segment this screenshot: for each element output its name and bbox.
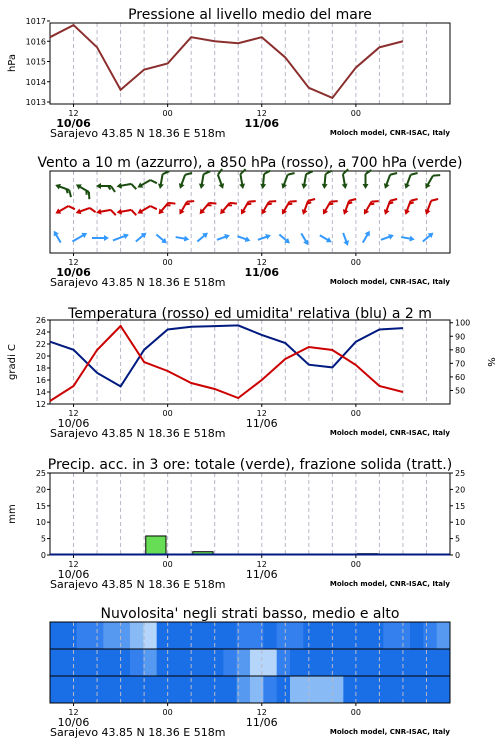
wind-700-barb-head xyxy=(54,182,61,189)
wind-850-barb-head xyxy=(136,208,143,216)
wind-700-barb xyxy=(136,175,157,192)
cloud-cell xyxy=(50,649,64,676)
wind-700-barb-head xyxy=(321,184,327,190)
temp-y-tick-label: 20 xyxy=(35,352,46,361)
cloud-cell xyxy=(263,649,277,676)
wind-700-barb-head xyxy=(280,183,287,190)
precip-y-tick-label: 25 xyxy=(35,469,46,478)
wind-10m-arrow xyxy=(216,232,231,242)
wind-x-tick-label: 12 xyxy=(68,258,79,267)
cloud-cell xyxy=(50,676,64,703)
hum-y-tick-label: 100 xyxy=(455,318,471,328)
hum-y-tick-label: 60 xyxy=(455,372,466,382)
temp-y-tick-label: 12 xyxy=(35,400,46,409)
cloud-cell xyxy=(77,622,91,649)
wind-850-barb-flag xyxy=(431,197,438,203)
wind-700-barb-head xyxy=(363,184,369,189)
wind-title: Vento a 10 m (azzurro), a 850 hPa (rosso), a 700 hPa (verde) xyxy=(37,155,463,171)
wind-850-barb xyxy=(341,196,356,217)
cloud-cell xyxy=(370,622,384,649)
cloud-cell xyxy=(317,676,331,703)
wind-700-barb xyxy=(339,169,351,189)
temperature-humidity-panel xyxy=(7,306,496,440)
cloud-cell xyxy=(370,649,384,676)
cloud-cell xyxy=(410,649,424,676)
wind-850-barb-head xyxy=(300,209,307,216)
wind-700-barb-head xyxy=(198,184,205,190)
precip-y-tick-label: 15 xyxy=(35,501,46,511)
cloud-cell xyxy=(63,622,77,649)
cloud-cell xyxy=(157,649,171,676)
wind-850-barb xyxy=(96,206,116,218)
pressure-x-tick-label: 00 xyxy=(162,109,173,118)
wind-10m-arrow-head xyxy=(224,232,231,239)
cloud-x-tick-label: 12 xyxy=(256,708,267,717)
wind-700-barb-flag xyxy=(433,172,440,178)
precip-x-tick-label: 12 xyxy=(256,560,267,569)
cloud-cell xyxy=(210,622,224,649)
cloud-station-label: Sarajevo 43.85 N 18.36 E 518m xyxy=(50,726,226,739)
wind-850-barb xyxy=(300,196,315,217)
precip-y-tick-label: 0 xyxy=(40,551,46,560)
cloud-cell xyxy=(157,676,171,703)
wind-700-barb-head xyxy=(157,184,164,190)
wind-850-barb-head xyxy=(75,208,82,215)
wind-10m-arrow-head xyxy=(409,236,415,243)
wind-10m-arrow-head xyxy=(81,230,88,238)
cloud-cell xyxy=(397,622,411,649)
pressure-date-label: 10/06 xyxy=(56,117,91,130)
wind-850-barb-flag xyxy=(111,209,116,216)
wind-10m-arrow xyxy=(51,229,63,244)
wind-10m-arrow-head xyxy=(388,232,395,239)
pressure-panel xyxy=(7,7,450,140)
cloud-cell xyxy=(303,676,317,703)
cloud-cell xyxy=(277,676,291,703)
precip-y-tick-label-right: 5 xyxy=(455,534,461,544)
temp-y-axis-label: gradi C xyxy=(7,344,18,380)
hum-y-tick-label: 80 xyxy=(455,345,466,355)
cloud-cell xyxy=(170,649,184,676)
temp-hum-x-tick-label: 12 xyxy=(68,409,79,418)
cloud-cell xyxy=(303,622,317,649)
wind-850-barb-head xyxy=(116,209,122,216)
wind-850-barb-head xyxy=(279,209,287,216)
cloud-cell xyxy=(63,649,77,676)
wind-700-barb-head xyxy=(301,184,308,190)
cloud-cell xyxy=(263,622,277,649)
wind-700-barb-head xyxy=(218,183,225,190)
cloud-cell xyxy=(77,649,91,676)
wind-700-barb xyxy=(301,170,313,190)
cloud-cell xyxy=(210,649,224,676)
cloud-cell xyxy=(343,622,357,649)
temperature-series-line xyxy=(50,326,403,401)
wind-10m-arrow xyxy=(195,230,209,243)
pressure-title: Pressione al livello medio del mare xyxy=(128,7,372,23)
wind-850-barb xyxy=(136,201,157,218)
cloud-cell xyxy=(437,676,451,703)
cloud-cell xyxy=(223,622,237,649)
precip-y-tick-label-right: 25 xyxy=(455,469,466,478)
temp-y-tick-label: 16 xyxy=(35,376,46,385)
wind-10m-arrow-head xyxy=(343,240,350,247)
cloud-cell xyxy=(117,649,131,676)
wind-850-barb-flag xyxy=(390,197,397,203)
wind-10m-arrow-head xyxy=(303,239,311,246)
cloud-cell xyxy=(197,622,211,649)
temp-y-tick-label: 14 xyxy=(35,388,46,397)
wind-700-barb-head xyxy=(136,182,143,190)
cloud-cell xyxy=(357,676,371,703)
wind-850-barb-head xyxy=(238,209,246,216)
wind-700-barb xyxy=(321,170,332,190)
precip-date-label: 10/06 xyxy=(57,568,90,581)
wind-10m-arrow xyxy=(360,229,372,244)
wind-10m-arrow-shaft xyxy=(113,236,126,241)
cloud-cell xyxy=(397,676,411,703)
cloud-cell xyxy=(103,649,117,676)
cloud-cell xyxy=(277,622,291,649)
pressure-y-tick-label: 1016 xyxy=(25,37,46,47)
cloud-cell xyxy=(423,676,437,703)
cloud-x-tick-label: 00 xyxy=(350,708,361,717)
cloud-model-credit: Moloch model, CNR-ISAC, Italy xyxy=(329,728,450,736)
cloud-cell xyxy=(223,649,237,676)
temp-hum-station-label: Sarajevo 43.85 N 18.36 E 518m xyxy=(50,427,226,440)
cloud-cell xyxy=(383,622,397,649)
wind-700-barb-flag xyxy=(390,171,397,177)
wind-10m-arrow xyxy=(175,234,190,242)
wind-700-barb xyxy=(363,170,372,189)
wind-700-barb xyxy=(403,170,418,191)
wind-x-tick-label: 00 xyxy=(350,258,361,267)
temp-hum-x-tick-label: 00 xyxy=(162,409,173,418)
wind-x-tick-label: 12 xyxy=(256,258,267,267)
wind-850-barb xyxy=(403,196,418,217)
precip-x-tick-label: 12 xyxy=(68,560,79,569)
cloud-title: Nuvolosita' negli strati basso, medio e alto xyxy=(100,606,400,622)
wind-850-barb-head xyxy=(96,209,102,216)
wind-700-barb xyxy=(198,170,210,190)
wind-850-barb xyxy=(320,197,337,218)
cloud-cell xyxy=(383,676,397,703)
wind-850-barb xyxy=(197,198,216,218)
wind-700-barb-head xyxy=(403,183,410,190)
wind-850-barb-head xyxy=(177,209,185,216)
temp-y-tick-label: 18 xyxy=(35,364,46,373)
wind-850-barb xyxy=(238,197,255,218)
wind-700-barb-flag xyxy=(111,186,115,192)
cloud-cell xyxy=(343,649,357,676)
precip-station-label: Sarajevo 43.85 N 18.36 E 518m xyxy=(50,578,226,591)
cloud-cell xyxy=(277,649,291,676)
cloud-cell xyxy=(117,676,131,703)
cloud-cell xyxy=(130,622,144,649)
temp-hum-x-tick-label: 00 xyxy=(350,409,361,418)
wind-10m-arrow xyxy=(277,232,291,245)
pressure-date-label: 11/06 xyxy=(244,117,280,130)
cloud-cell xyxy=(183,649,197,676)
cloud-cell xyxy=(183,676,197,703)
cloud-cell xyxy=(370,676,384,703)
wind-850-barb-head xyxy=(54,208,61,216)
pressure-frame xyxy=(50,23,450,104)
wind-850-barb-head xyxy=(320,209,328,216)
cloud-cell xyxy=(170,676,184,703)
temp-hum-x-tick-label: 12 xyxy=(256,409,267,418)
wind-700-barb xyxy=(73,182,94,199)
precip-y-axis-label: mm xyxy=(7,504,18,524)
wind-850-barb xyxy=(116,206,136,218)
wind-700-barb-head xyxy=(342,184,349,190)
wind-10m-arrow xyxy=(340,232,350,247)
hum-y-tick-label: 90 xyxy=(455,332,466,342)
wind-700-barb xyxy=(280,170,295,191)
wind-850-barb xyxy=(361,197,378,218)
hum-y-axis-label: % xyxy=(485,357,496,367)
cloud-cell xyxy=(423,622,437,649)
pressure-station-label: Sarajevo 43.85 N 18.36 E 518m xyxy=(50,127,226,140)
wind-x-tick-label: 00 xyxy=(162,258,173,267)
cloud-cell xyxy=(383,649,397,676)
wind-850-barb xyxy=(279,197,296,218)
precip-date-label: 11/06 xyxy=(245,568,278,581)
cloud-cell xyxy=(357,622,371,649)
cloud-cell xyxy=(437,649,451,676)
wind-700-barb xyxy=(177,170,192,191)
pressure-x-tick-label: 12 xyxy=(68,109,79,118)
wind-850-barb-flag xyxy=(349,197,356,203)
cloud-cell xyxy=(170,622,184,649)
cloud-cell xyxy=(290,676,304,703)
precip-y-tick-label-right: 0 xyxy=(455,551,461,560)
cloud-cell xyxy=(103,676,117,703)
temp-y-tick-label: 22 xyxy=(35,340,46,349)
pressure-y-tick-label: 1015 xyxy=(25,57,46,67)
wind-10m-arrow-head xyxy=(265,232,272,239)
pressure-y-tick-label: 1013 xyxy=(25,98,46,107)
pressure-model-credit: Moloch model, CNR-ISAC, Italy xyxy=(329,129,450,137)
wind-10m-arrow-head xyxy=(123,232,130,239)
cloud-cell xyxy=(397,649,411,676)
precip-y-tick-label: 10 xyxy=(35,518,46,528)
cloud-cell xyxy=(410,676,424,703)
cloud-cell xyxy=(63,676,77,703)
cloud-cell xyxy=(317,649,331,676)
cloud-cell xyxy=(130,676,144,703)
pressure-x-tick-label: 00 xyxy=(350,109,361,118)
precip-model-credit: Moloch model, CNR-ISAC, Italy xyxy=(329,580,450,588)
wind-10m-arrow xyxy=(421,230,435,243)
cloud-cell xyxy=(197,649,211,676)
wind-850-barb xyxy=(156,198,175,218)
wind-10m-arrow xyxy=(154,232,168,245)
wind-10m-arrow-shaft xyxy=(72,235,84,242)
wind-700-barb xyxy=(116,180,136,192)
temp-hum-frame xyxy=(50,320,450,404)
wind-700-barb xyxy=(382,170,397,191)
wind-700-barb xyxy=(214,169,229,190)
cloud-cell xyxy=(130,649,144,676)
wind-700-barb-head xyxy=(382,183,389,190)
wind-panel xyxy=(37,155,462,289)
wind-700-barb-head xyxy=(177,183,184,190)
temp-hum-model-credit: Moloch model, CNR-ISAC, Italy xyxy=(329,429,450,437)
precipitation-panel xyxy=(7,457,465,591)
pressure-y-tick-label: 1017 xyxy=(25,17,46,26)
wind-700-barb-flag xyxy=(67,190,73,197)
wind-10m-arrow xyxy=(257,232,272,242)
cloud-cell xyxy=(197,676,211,703)
wind-700-barb-flag xyxy=(411,171,418,177)
temp-y-tick-label: 24 xyxy=(35,328,46,337)
cloud-cell xyxy=(290,622,304,649)
wind-850-barb-flag xyxy=(90,207,96,214)
wind-date-label: 10/06 xyxy=(56,266,91,279)
precip-y-tick-label: 5 xyxy=(40,534,46,544)
temp-hum-title: Temperatura (rosso) ed umidita' relativa (blu) a 2 m xyxy=(68,306,432,322)
wind-850-barb-head xyxy=(403,209,410,216)
cloud-cell xyxy=(223,676,237,703)
precip-y-tick-label: 20 xyxy=(35,485,46,495)
wind-700-barb-head xyxy=(74,182,81,190)
cloud-cell xyxy=(210,676,224,703)
wind-850-barb-head xyxy=(341,209,348,216)
hum-y-tick-label: 50 xyxy=(455,386,466,396)
wind-850-barb-flag xyxy=(131,209,136,216)
cloud-cell xyxy=(143,649,157,676)
wind-700-barb xyxy=(96,183,115,192)
wind-date-label: 11/06 xyxy=(244,266,280,279)
cloud-cell xyxy=(103,622,117,649)
temp-hum-date-label: 11/06 xyxy=(245,417,278,430)
hum-y-tick-label: 70 xyxy=(455,359,466,369)
wind-850-barb-head xyxy=(259,209,267,216)
cloud-cell xyxy=(143,676,157,703)
cloud-cell xyxy=(410,622,424,649)
wind-station-label: Sarajevo 43.85 N 18.36 E 518m xyxy=(50,276,226,289)
wind-10m-arrow xyxy=(134,230,148,243)
cloud-cell xyxy=(183,622,197,649)
cloud-x-tick-label: 12 xyxy=(68,708,79,717)
cloud-cell xyxy=(343,676,357,703)
pressure-y-tick-label: 1014 xyxy=(25,77,46,87)
wind-700-barb-flag xyxy=(150,178,156,185)
wind-10m-arrow-head xyxy=(104,235,109,241)
wind-850-barb xyxy=(75,204,96,219)
precip-x-tick-label: 00 xyxy=(350,560,361,569)
cloud-cell xyxy=(77,676,91,703)
cloud-cell xyxy=(157,622,171,649)
wind-850-barb xyxy=(218,198,237,218)
cloud-cell xyxy=(263,676,277,703)
precip-bar xyxy=(146,536,166,555)
wind-10m-arrow-head xyxy=(245,236,252,243)
wind-700-barb-head xyxy=(116,183,122,190)
pressure-x-tick-label: 12 xyxy=(256,109,267,118)
precip-y-tick-label-right: 20 xyxy=(455,485,466,495)
precip-title: Precip. acc. in 3 ore: totale (verde), frazione solida (tratt.) xyxy=(47,457,453,473)
wind-10m-arrow xyxy=(318,233,333,245)
cloud-cell xyxy=(437,622,451,649)
wind-700-barb-flag xyxy=(288,171,295,177)
temp-y-tick-label: 26 xyxy=(35,316,46,325)
wind-850-barb xyxy=(423,196,438,217)
precip-x-tick-label: 00 xyxy=(162,560,173,569)
wind-10m-arrow xyxy=(380,232,395,242)
cloud-date-label: 10/06 xyxy=(57,716,90,729)
wind-850-barb-head xyxy=(382,209,389,216)
wind-700-barb xyxy=(423,171,440,192)
temp-hum-date-label: 10/06 xyxy=(57,417,90,430)
wind-850-barb xyxy=(382,196,397,217)
wind-700-barb-head xyxy=(260,184,266,190)
precip-y-tick-label-right: 15 xyxy=(455,501,466,511)
cloud-cell xyxy=(357,649,371,676)
cloud-cell xyxy=(50,622,64,649)
humidity-series-line xyxy=(50,325,403,386)
wind-850-barb xyxy=(54,201,75,218)
wind-10m-arrow xyxy=(92,235,109,241)
wind-model-credit: Moloch model, CNR-ISAC, Italy xyxy=(329,278,450,286)
wind-850-barb-flag xyxy=(411,197,418,203)
cloud-date-label: 11/06 xyxy=(245,716,278,729)
cloud-cell xyxy=(143,622,157,649)
wind-10m-arrow-head xyxy=(184,236,190,243)
wind-850-barb-head xyxy=(361,209,369,216)
wind-850-barb-flag xyxy=(150,204,156,211)
cloud-cell xyxy=(423,649,437,676)
cloud-cell xyxy=(117,622,131,649)
cloud-cover-panel xyxy=(50,606,450,739)
pressure-y-axis-label: hPa xyxy=(7,53,18,73)
wind-700-barb-flag xyxy=(131,183,136,190)
wind-10m-arrow-head xyxy=(365,229,373,236)
wind-10m-arrow-head xyxy=(51,229,59,236)
precip-y-tick-label-right: 10 xyxy=(455,518,466,528)
cloud-cell xyxy=(290,649,304,676)
cloud-x-tick-label: 00 xyxy=(162,708,173,717)
wind-700-barb xyxy=(53,182,74,197)
cloud-cell xyxy=(317,622,331,649)
cloud-cell xyxy=(303,649,317,676)
pressure-series-line xyxy=(50,25,403,98)
precip-frame xyxy=(50,473,450,555)
wind-700-barb-head xyxy=(239,184,246,190)
